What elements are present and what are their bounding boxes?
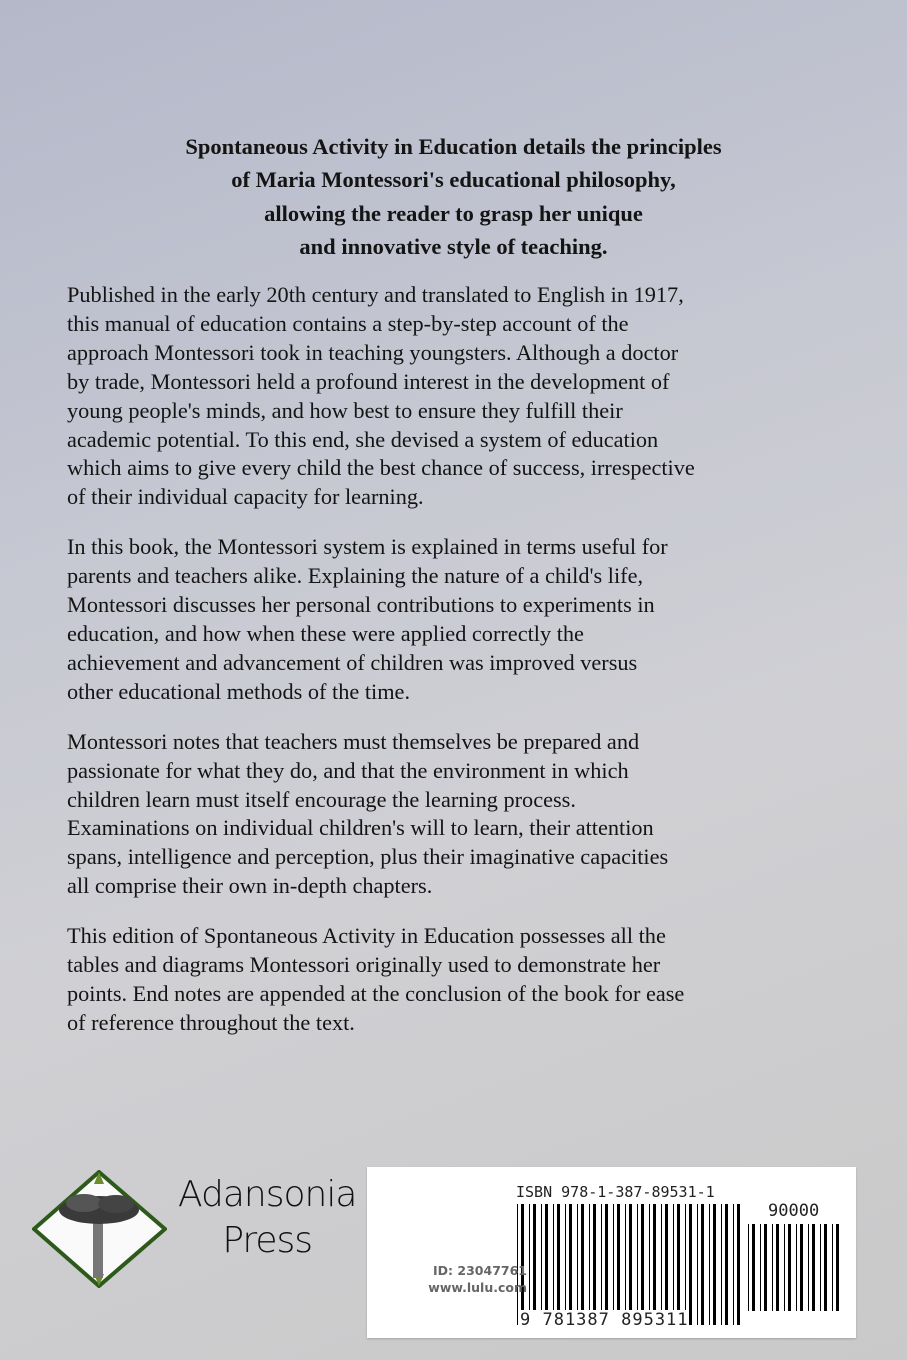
barcode-bar xyxy=(713,1204,716,1325)
price-addon: 90000 xyxy=(768,1201,820,1221)
barcode-bar xyxy=(665,1204,668,1325)
barcode-bar xyxy=(784,1224,785,1311)
barcode-bar xyxy=(581,1204,584,1325)
barcode-bar xyxy=(661,1204,662,1325)
barcode-bar xyxy=(812,1224,815,1311)
barcode-bar xyxy=(601,1204,602,1325)
paragraph-line: Montessori discusses her personal contributions to experiments in xyxy=(67,592,655,618)
barcode-bar xyxy=(569,1204,572,1325)
barcode-bar xyxy=(677,1204,680,1325)
publisher-line1: Adansonia xyxy=(178,1174,357,1215)
paragraph-line: all comprise their own in-depth chapters. xyxy=(67,873,433,899)
paragraph-line: other educational methods of the time. xyxy=(67,678,411,704)
publisher-line2: Press xyxy=(222,1220,313,1261)
barcode-bar xyxy=(613,1204,614,1325)
barcode-bar xyxy=(796,1224,797,1311)
barcode-bar xyxy=(637,1204,638,1325)
barcode-bar xyxy=(709,1204,710,1325)
paragraph-line: spans, intelligence and perception, plus their imaginative capacities xyxy=(67,844,669,870)
printer-site: www.lulu.com xyxy=(428,1280,527,1295)
barcode-bar xyxy=(557,1204,560,1325)
tagline-line: Spontaneous Activity in Education details the principles xyxy=(185,134,722,159)
paragraph xyxy=(67,281,887,512)
barcode-bar xyxy=(649,1204,650,1325)
barcode-bar xyxy=(533,1204,536,1325)
barcode-bar xyxy=(824,1224,827,1311)
paragraph-line: approach Montessori took in teaching youngsters. Although a doctor xyxy=(67,339,679,365)
barcode-bar xyxy=(752,1224,755,1311)
paragraph-line: Examinations on individual children's will to learn, their attention xyxy=(67,815,654,841)
barcode-bar xyxy=(617,1204,620,1325)
paragraph-line: Published in the early 20th century and translated to English in 1917, xyxy=(67,282,684,307)
paragraph-line: this manual of education contains a step-by-step account of the xyxy=(67,310,629,336)
ean-digits: 9 781387 895311 xyxy=(520,1310,689,1330)
tagline-line: of Maria Montessori's educational philosophy, xyxy=(231,167,676,193)
barcode-bar xyxy=(673,1204,674,1325)
barcode-bar xyxy=(589,1204,590,1325)
barcode-bar xyxy=(820,1224,821,1311)
paragraph-line: of their individual capacity for learning. xyxy=(67,484,424,510)
barcode-bar xyxy=(701,1204,704,1325)
barcode-bar xyxy=(653,1204,656,1325)
paragraph-line: passionate for what they do, and that the environment in which xyxy=(67,757,629,783)
barcode-bar xyxy=(772,1224,773,1311)
paragraph-line: education, and how when these were applied correctly the xyxy=(67,620,584,646)
barcode-bar xyxy=(697,1204,698,1325)
paragraph-line: young people's minds, and how best to ensure they fulfill their xyxy=(67,397,623,423)
barcode-bar xyxy=(808,1224,809,1311)
paragraph-line: tables and diagrams Montessori originally used to demonstrate her xyxy=(67,952,661,978)
paragraph-line: points. End notes are appended at the conclusion of the book for ease xyxy=(67,980,685,1006)
paragraph-line: parents and teachers alike. Explaining the nature of a child's life, xyxy=(67,563,644,589)
printer-info xyxy=(387,1262,527,1296)
barcode-bar xyxy=(629,1204,632,1325)
barcode-bar xyxy=(760,1224,761,1311)
barcode-bar xyxy=(625,1204,626,1325)
baobab-tree-diamond-icon xyxy=(32,1170,167,1288)
barcode-bar xyxy=(565,1204,566,1325)
barcode-bar xyxy=(641,1204,644,1325)
tagline xyxy=(40,130,867,263)
barcode-bar xyxy=(529,1204,530,1325)
barcode-box xyxy=(367,1167,856,1338)
paragraph xyxy=(67,533,887,706)
paragraph-line: which aims to give every child the best chance of success, irrespective xyxy=(67,455,695,481)
barcode-bar xyxy=(725,1204,728,1325)
tagline-line: allowing the reader to grasp her unique xyxy=(264,200,643,226)
barcode-bar xyxy=(577,1204,578,1325)
barcode-bar xyxy=(553,1204,554,1325)
barcode-bar xyxy=(776,1224,779,1311)
publisher-name xyxy=(178,1172,356,1264)
description xyxy=(67,281,887,1059)
barcode-bar xyxy=(836,1224,839,1311)
barcode-bar xyxy=(605,1204,608,1325)
paragraph-line: Montessori notes that teachers must themselves be prepared and xyxy=(67,728,640,754)
barcode-bar xyxy=(737,1204,740,1325)
barcode-bar xyxy=(764,1224,767,1311)
print-id: ID: 23047761 xyxy=(433,1263,527,1278)
barcode-bar xyxy=(832,1224,833,1311)
barcode-bar xyxy=(545,1204,548,1325)
paragraph-line: children learn must itself encourage the learning process. xyxy=(67,786,576,812)
paragraph xyxy=(67,922,887,1038)
barcode-bar xyxy=(685,1204,686,1325)
barcode-bar xyxy=(733,1204,734,1325)
paragraph-line: by trade, Montessori held a profound interest in the development of xyxy=(67,368,670,394)
barcode-bar xyxy=(721,1204,722,1325)
paragraph xyxy=(67,728,887,901)
paragraph-line: This edition of Spontaneous Activity in Education possesses all the xyxy=(67,923,666,949)
barcode-bar xyxy=(800,1224,803,1311)
paragraph-line: In this book, the Montessori system is explained in terms useful for xyxy=(67,534,668,560)
isbn-text: ISBN 978-1-387-89531-1 xyxy=(516,1183,715,1201)
paragraph-line: academic potential. To this end, she devised a system of education xyxy=(67,426,659,452)
barcode-bar xyxy=(788,1224,791,1311)
paragraph-line: achievement and advancement of children was improved versus xyxy=(67,649,638,675)
tagline-line: and innovative style of teaching. xyxy=(299,233,608,259)
barcode-bar xyxy=(748,1224,749,1311)
barcode-bar xyxy=(593,1204,596,1325)
barcode-bar xyxy=(689,1204,692,1325)
barcode-bar xyxy=(541,1204,542,1325)
paragraph-line: of reference throughout the text. xyxy=(67,1009,355,1035)
